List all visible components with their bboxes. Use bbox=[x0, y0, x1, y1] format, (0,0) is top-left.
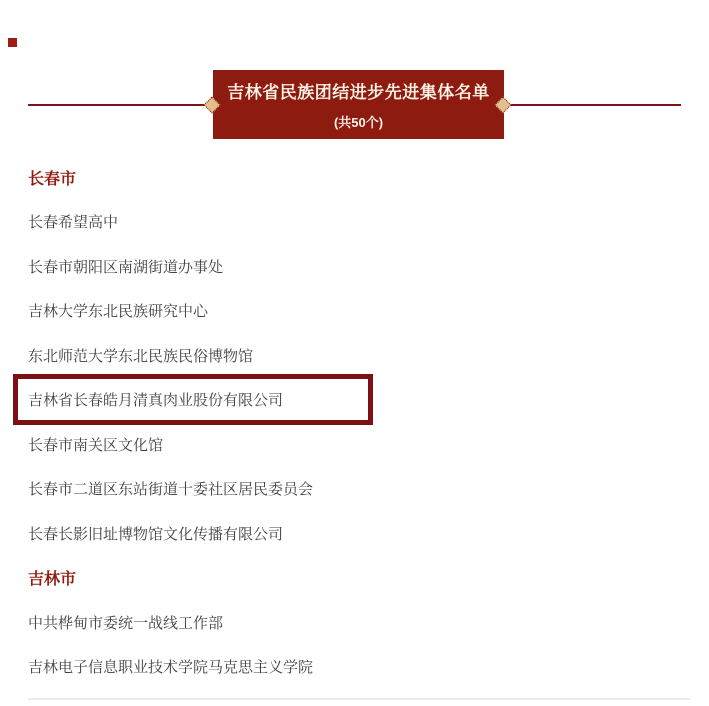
highlight-box bbox=[13, 374, 373, 425]
highlighted-list-item-label: 吉林省长春皓月清真肉业股份有限公司 bbox=[28, 392, 284, 410]
list-item bbox=[28, 200, 689, 245]
list-item bbox=[28, 333, 689, 378]
page-title: 吉林省民族团结进步先进集体名单 bbox=[227, 83, 490, 102]
bottom-divider-line bbox=[28, 698, 690, 700]
section-header-jilin bbox=[28, 556, 689, 601]
award-list bbox=[28, 155, 689, 689]
list-item-label: 长春希望高中 bbox=[28, 214, 119, 232]
section-header-label: 吉林市 bbox=[28, 571, 77, 589]
page-subtitle-count: (共50个) bbox=[333, 115, 384, 130]
list-item bbox=[28, 422, 689, 467]
list-item bbox=[28, 244, 689, 289]
section-header-changchun bbox=[28, 155, 689, 200]
list-item-label: 长春市二道区东站街道十委社区居民委员会 bbox=[28, 481, 314, 499]
list-item-label: 长春长影旧址博物馆文化传播有限公司 bbox=[28, 525, 284, 543]
list-item bbox=[28, 289, 689, 334]
list-item-label: 东北师范大学东北民族民俗博物馆 bbox=[28, 347, 254, 365]
title-banner bbox=[213, 70, 504, 139]
list-item-label: 吉林电子信息职业技术学院马克思主义学院 bbox=[28, 659, 314, 677]
list-item-label: 吉林大学东北民族研究中心 bbox=[28, 303, 209, 321]
corner-marker-decoration bbox=[8, 38, 17, 47]
list-item bbox=[28, 645, 689, 690]
highlighted-list-item-row bbox=[28, 378, 689, 423]
list-item-label: 长春市南关区文化馆 bbox=[28, 436, 164, 454]
section-header-label: 长春市 bbox=[28, 170, 77, 188]
list-item-label: 中共桦甸市委统一战线工作部 bbox=[28, 614, 224, 632]
list-item-label: 长春市朝阳区南湖街道办事处 bbox=[28, 258, 224, 276]
list-item bbox=[28, 467, 689, 512]
list-item bbox=[28, 511, 689, 556]
list-item bbox=[28, 600, 689, 645]
